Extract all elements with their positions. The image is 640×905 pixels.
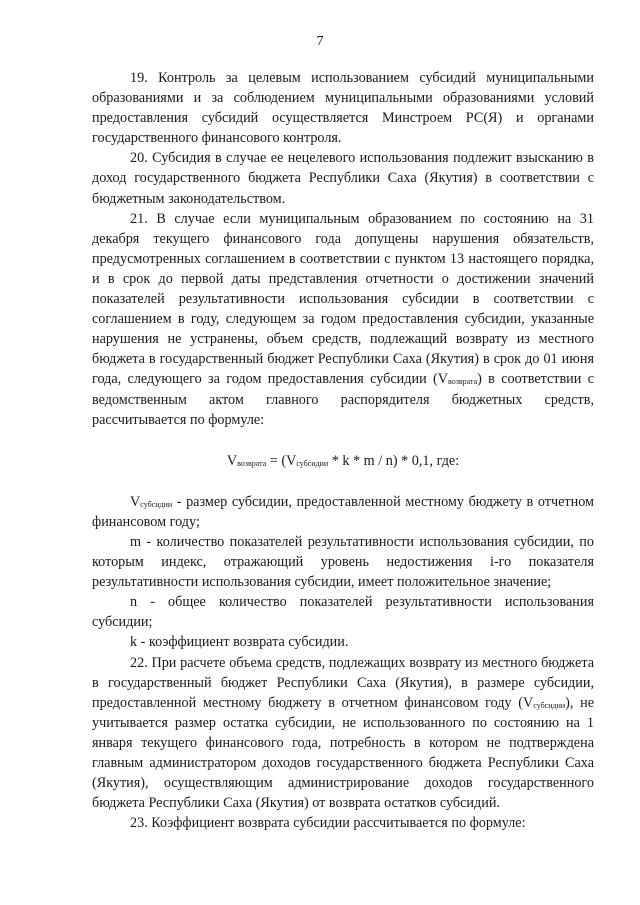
definition-k: k - коэффициент возврата субсидии. [130, 634, 349, 651]
definition-v-subsidy [92, 492, 594, 532]
definition-m: m - количество показателей результативности использования субсидии, по которым индекс, отражающий уровень недостижения i-го показателя результативности использования субсидии, имеет положительное значение; [92, 533, 594, 591]
formula-v-subscript: возврата [237, 458, 267, 468]
def-v-subscript: субсидии [140, 499, 173, 509]
paragraph-20: 20. Субсидия в случае ее нецелевого использования подлежит взысканию в доход государственного бюджета Республики Саха (Якутия) в соответствии с бюджетным законодательством. [92, 150, 594, 207]
paragraph-21-text: 21. В случае если муниципальным образованием по состоянию на 31 декабря текущего финансового года допущены нарушения обязательств, предусмотренных соглашением в соответствии с пунктом 13 настоящего порядка, и в срок до первой даты представления отчетности о достижении значений показателей результативности использования субсидии в соответствии с соглашением в году, следующем за годом предоставления субсидии, указанные нарушения не устранены, объем средств, подлежащий возврату из местного бюджета в государственный бюджет Республики Саха (Якутия) в срок до 01 июня года, следующего за годом предоставления субсидии (V [92, 210, 594, 388]
subscript-vozvrata: возврата [447, 377, 478, 387]
document-body [92, 68, 594, 833]
formula-s-subscript: субсидии [296, 458, 329, 468]
paragraph-21-text-end: ) в соответствии с ведомственным актом главного распорядителя бюджетных средств, рассчитывается по формуле: [92, 371, 594, 428]
formula-mid: = (V [266, 452, 297, 469]
paragraph-22 [92, 653, 594, 814]
page-number: 7 [316, 34, 324, 49]
paragraph-19: 19. Контроль за целевым использованием субсидий муниципальными образованиями и за соблюдением муниципальными образованиями условий предоставления субсидий осуществляется Минстроем РС(Я) и органами государственного финансового контроля. [92, 70, 594, 147]
paragraph-23: 23. Коэффициент возврата субсидии рассчитывается по формуле: [130, 815, 526, 832]
formula-return-volume [92, 430, 594, 492]
formula-v: V [226, 452, 238, 469]
paragraph-22-text: 22. При расчете объема средств, подлежащих возврату из местного бюджета в государственный бюджет Республики Саха (Якутия), в размере субсидии, предоставленной местному бюджету в отчетном финансовом году (V [92, 654, 594, 711]
def-v-text: - размер субсидии, предоставленной местному бюджету в отчетном финансовом году; [92, 493, 594, 530]
paragraph-21 [92, 209, 594, 430]
definition-n: n - общее количество показателей результативности использования субсидии; [92, 594, 594, 631]
paragraph-22-text-end: ), не учитывается размер остатка субсидии, не использованного по состоянию на 1 января текущего финансового года, потребность в котором не подтверждена главным администратором доходов государственного бюджета Республики Саха (Якутия), осуществляющим администрирование доходов государственного бюджета Республики Саха (Якутия) от возврата остатков субсидий. [92, 694, 594, 812]
def-v-symbol: V [130, 493, 141, 510]
formula-rest: * k * m / n) * 0,1, где: [328, 452, 460, 469]
subscript-subsidii: субсидии [533, 700, 566, 710]
